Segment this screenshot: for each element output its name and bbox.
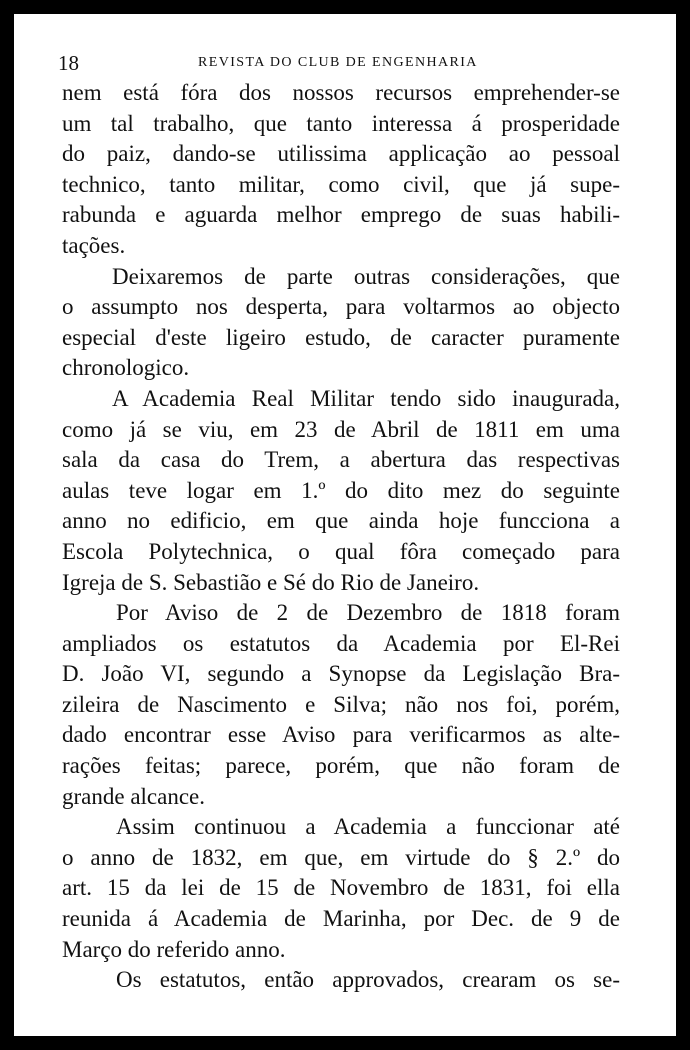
text-line: o anno de 1832, em que, em virtude do § 2.º do — [62, 844, 620, 870]
text-line: rações feitas; parece, porém, que não foram de — [62, 753, 620, 779]
text-line: especial d'este ligeiro estudo, de caracter puramente — [62, 324, 620, 350]
text-line: chronologico. — [62, 355, 190, 381]
page-number: 18 — [58, 51, 79, 75]
text-line: tações. — [62, 232, 126, 258]
text-line: zileira de Nascimento e Silva; não nos foi, porém, — [62, 691, 620, 717]
text-line: sala da casa do Trem, a abertura das respectivas — [62, 447, 620, 473]
text-line: aulas teve logar em 1.º do dito mez do seguinte — [62, 477, 620, 503]
body-text — [62, 78, 620, 996]
document-page — [14, 14, 676, 1036]
text-line: um tal trabalho, que tanto interessa á prosperidade — [62, 110, 620, 136]
text-line: dado encontrar esse Aviso para verificarmos as alte- — [62, 722, 620, 748]
paragraph-5 — [62, 812, 620, 965]
paragraph-3 — [62, 384, 620, 598]
running-title: REVISTA DO CLUB DE ENGENHARIA — [198, 55, 478, 70]
text-line: D. João VI, segundo a Synopse da Legislação Bra- — [62, 661, 620, 687]
text-line: technico, tanto militar, como civil, que já supe- — [62, 171, 620, 197]
text-line: anno no edificio, em que ainda hoje funcciona a — [62, 508, 620, 534]
text-line: rabunda e aguarda melhor emprego de suas habili- — [62, 202, 620, 228]
text-line: Escola Polytechnica, o qual fôra começado para — [62, 538, 620, 564]
text-line: Os estatutos, então approvados, crearam os se- — [116, 967, 620, 993]
text-line: do paiz, dando-se utilissima applicação ao pessoal — [62, 141, 620, 167]
text-line: art. 15 da lei de 15 de Novembro de 1831, foi ella — [62, 875, 620, 901]
text-line: reunida á Academia de Marinha, por Dec. de 9 de — [62, 906, 620, 932]
text-line: A Academia Real Militar tendo sido inaugurada, — [112, 385, 620, 411]
text-line: o assumpto nos desperta, para voltarmos ao objecto — [62, 294, 620, 320]
text-line: grande alcance. — [62, 783, 206, 809]
text-line: ampliados os estatutos da Academia por El-Rei — [62, 630, 620, 656]
paragraph-1 — [62, 78, 620, 262]
text-line: Igreja de S. Sebastião e Sé do Rio de Janeiro. — [62, 569, 480, 595]
text-line: Assim continuou a Academia a funccionar até — [116, 814, 620, 840]
text-line: como já se viu, em 23 de Abril de 1811 em uma — [62, 416, 620, 442]
page-header — [58, 51, 624, 75]
paragraph-6 — [62, 965, 620, 996]
text-line: nem está fóra dos nossos recursos emprehender-se — [62, 80, 620, 105]
paragraph-4 — [62, 598, 620, 812]
paragraph-2 — [62, 262, 620, 384]
text-line: Por Aviso de 2 de Dezembro de 1818 foram — [116, 600, 620, 626]
text-line: Março do referido anno. — [62, 936, 286, 962]
text-line: Deixaremos de parte outras considerações, que — [112, 263, 620, 289]
